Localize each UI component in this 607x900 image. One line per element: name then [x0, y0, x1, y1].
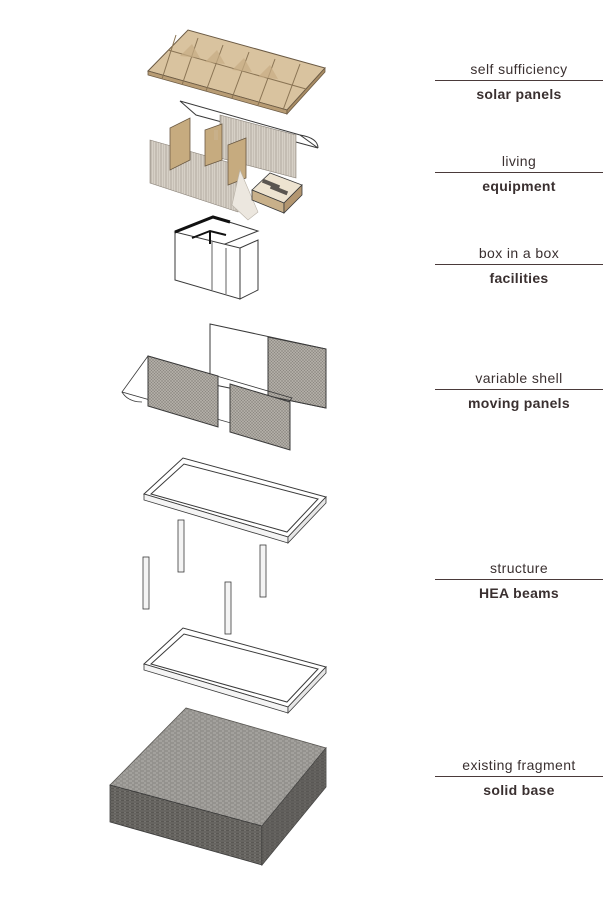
label-equipment — [435, 151, 603, 196]
label-solid-base — [435, 755, 603, 800]
solid-base-layer — [110, 708, 326, 865]
facilities-layer — [175, 217, 258, 299]
label-caption: structure — [489, 560, 549, 576]
label-caption: box in a box — [478, 245, 560, 261]
label-title: solar panels — [476, 86, 562, 102]
label-caption: variable shell — [475, 370, 563, 386]
label-title: equipment — [482, 178, 556, 194]
solar-panels-layer — [148, 30, 325, 114]
label-divider — [435, 80, 603, 81]
label-moving-panels — [435, 368, 603, 413]
label-title: HEA beams — [479, 585, 559, 601]
living-equipment-layer — [150, 101, 318, 220]
label-hea-beams — [435, 558, 603, 603]
label-title: moving panels — [468, 395, 570, 411]
label-title: facilities — [489, 270, 549, 286]
label-divider — [435, 776, 603, 777]
hea-beams-layer — [143, 458, 326, 713]
moving-panels-layer — [122, 324, 326, 450]
label-solar-panels — [435, 59, 603, 104]
label-caption: living — [501, 153, 537, 169]
label-divider — [435, 389, 603, 390]
label-title: solid base — [483, 782, 555, 798]
label-divider — [435, 172, 603, 173]
label-caption: self sufficiency — [470, 61, 568, 77]
label-divider — [435, 579, 603, 580]
label-facilities — [435, 243, 603, 288]
label-caption: existing fragment — [462, 757, 576, 773]
label-divider — [435, 264, 603, 265]
